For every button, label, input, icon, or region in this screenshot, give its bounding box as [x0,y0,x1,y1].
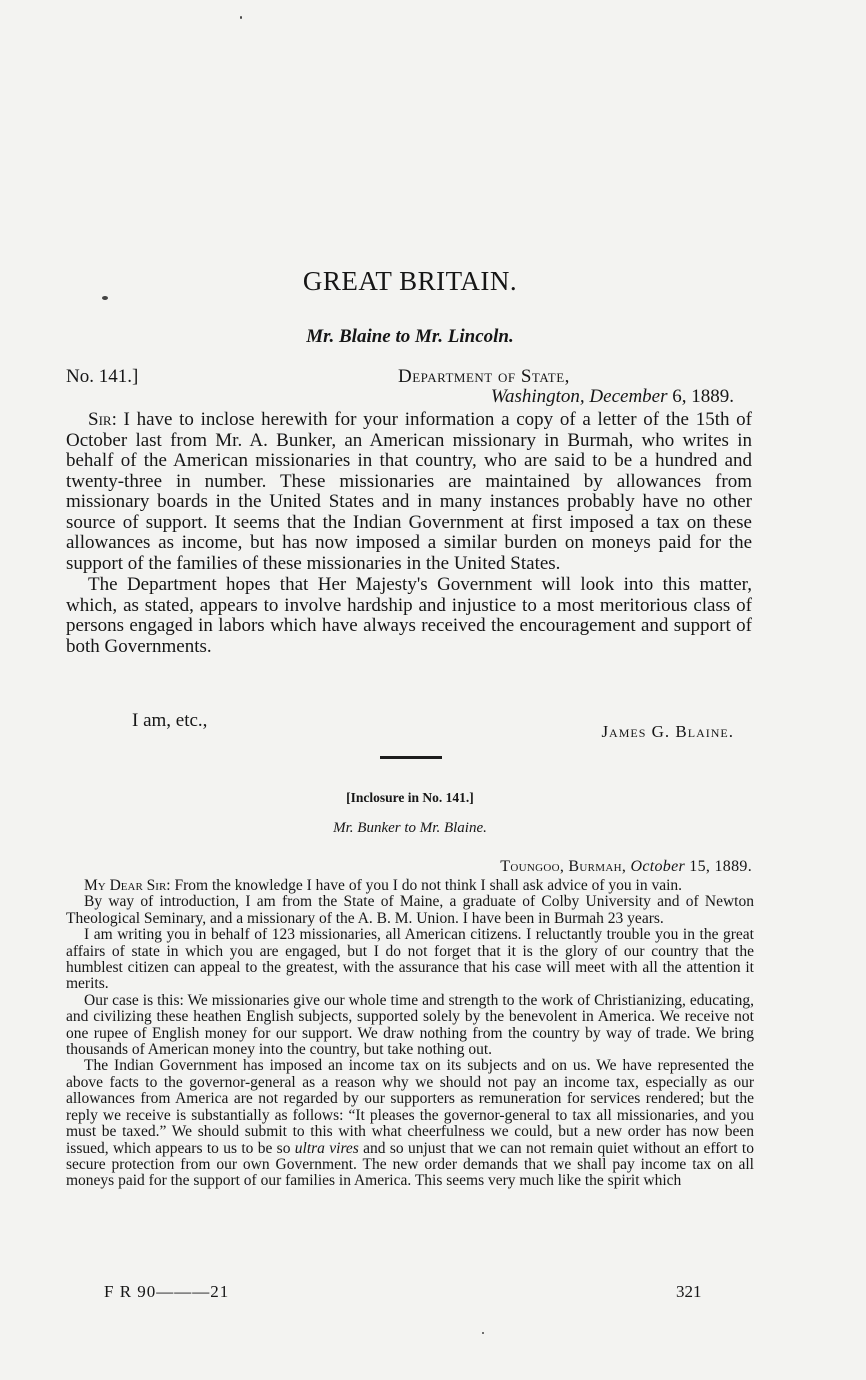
salutation: Sir: [88,409,117,430]
enclosure-heading: [Inclosure in No. 141.] [346,790,474,805]
paragraph-text: From the knowledge I have of you I do not think I shall ask advice of you in vain. [170,877,683,894]
letter-paragraph: The Department hopes that Her Majesty's Government will look into this matter, which, as stated, appears to involve hardship and injustice to a most meritorious class of persons engaged in labors which have always received the encouragement and support of both Governments. [66,574,752,657]
letter-closing: I am, etc., [132,710,208,731]
enclosure-paragraph: I am writing you in behalf of 123 missionaries, all American citizens. I reluctantly trouble you in the great affairs of state in which you are engaged, but I do not forget that it is the glory of our country that the humblest citizen can appeal to the greatest, with the assurance that his case will meet with all the attention it merits. [66,926,754,993]
letter-paragraph [66,410,752,574]
enclosure-paragraph: By way of introduction, I am from the State of Maine, a graduate of Colby University and of Newton Theological Seminary, and a missionary of the A. B. M. Union. I have been in Burmah 23 years. [66,893,754,927]
letter-heading: Mr. Blaine to Mr. Lincoln. [306,326,514,347]
latin-phrase: ultra vires [294,1139,359,1157]
paragraph-text: I have to inclose herewith for your information a copy of a letter of the 15th of October last from Mr. A. Bunker, an American missionary in Burmah, who writes in behalf of the American missionaries in that country, who are said to be a hundred and twenty-three in number. These missionaries are maintained by allowances from missionary boards in the United States and in many instances probably have no other source of support. It seems that the Indian Government at first imposed a tax on these allowances as income, but has now imposed a similar burden on moneys paid for the support of the families of these missionaries in the United States. [66,409,752,574]
enclosure-paragraph: Our case is this: We missionaries give our whole time and strength to the work of Christianizing, educating, and civilizing these heathen English subjects, supported solely by the benevolent in America. We receive not one rupee of English money for our support. We draw nothing from the country by way of trade. We bring thousands of American money into the country, but take nothing out. [66,991,754,1059]
enclosure-month: October [630,858,685,875]
page-title: GREAT BRITAIN. [302,266,518,296]
enclosure-paragraph [66,1058,754,1189]
page-number: 321 [676,1282,702,1301]
dateline-month: December [589,386,668,407]
enclosure-body [66,878,754,1190]
enclosure-subtitle: Mr. Bunker to Mr. Blaine. [333,820,487,836]
letter-signature: James G. Blaine. [601,722,734,741]
signature-mark: F R 90———21 [104,1282,230,1301]
dateline-place: Washington, [490,386,585,407]
dateline-day-year: 6, 1889. [667,386,734,407]
paragraph-text: and so unjust that we can not remain quiet without an effort to secure protection from our own Government. The new order demands that we shall pay income tax on all moneys paid for the support of our families in America. This seems very much like the spirit which [66,1139,754,1190]
enclosure-place: Toungoo, Burmah, [500,858,627,875]
enclosure-paragraph [66,878,754,894]
print-speck [482,1332,484,1334]
letter-number: No. 141.] [66,366,139,387]
print-speck [240,16,242,19]
enclosure-day-year: 15, 1889. [685,858,752,875]
letter-body [66,410,752,657]
paragraph-text: The Indian Government has imposed an income tax on its subjects and on us. We have represented the above facts to the governor-general as a reason why we should not pay an income tax, especially as our allowances from America are not regarded by our supporters as remuneration for services rendered; but the reply we receive is substantially as follows: “It pleases the governor-general to tax all missionaries, and you must be taxed.” We should submit to this with what cheerfulness we could, but a new order has now been issued, which appears to us to be so [66,1057,754,1157]
department-name: Department of State, [398,366,570,387]
enclosure-salutation: My Dear Sir: [84,877,171,894]
letter-dateline [491,386,734,408]
enclosure-dateline [500,858,752,876]
section-divider [380,756,442,759]
